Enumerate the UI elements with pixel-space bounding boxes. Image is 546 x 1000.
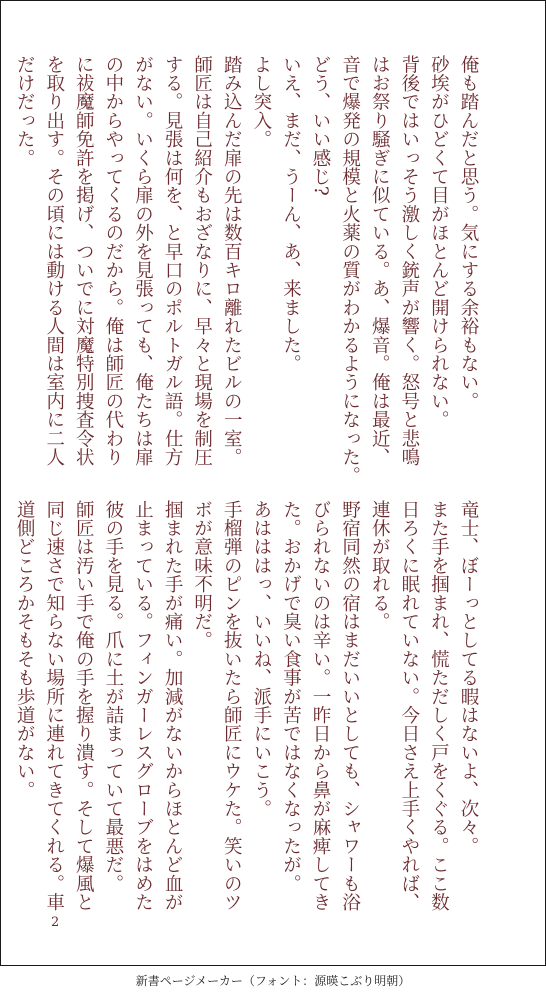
text-line: 竜士、ぼーっとしてる暇はないよ、次々。 [458,500,479,856]
text-line: を取り出す。その頃には動ける人間は室内に二人 [43,55,65,467]
page-number: 2 [51,915,60,930]
text-line: 掴まれた手が痛い。加減がないからほとんど血が [162,500,184,912]
text-line: よし突入。 [250,55,272,149]
text-line: 踏み込んだ扉の先は数百キロ離れたビルの一室。 [221,55,243,467]
footer-caption: 新書ページメーカー（フォント：源暎こぶり明朝） [135,974,411,988]
text-line: 野宿同然の宿はまだいいとしても、シャワーも浴 [339,500,361,912]
text-line: 彼の手を見る。爪に土が詰まっていて最悪だ。 [102,500,124,893]
text-line: に祓魔師免許を掲げ、ついでに対魔特別捜査令状 [73,55,95,467]
text-line: 背後ではいっそう激しく銃声が響く。怒号と悲鳴 [398,55,420,467]
text-line: 連休が取れる。 [369,500,391,631]
lower-text-block [10,500,484,918]
text-line: ボが意味不明だ。 [191,500,213,650]
text-line: 手榴弾のピンを抜いたら師匠にウケた。笑いのツ [221,500,243,912]
text-line: 同じ速さで知らない場所に連れてきてくれる。車 [43,500,65,912]
text-line: た。おかげで臭い食事が苦ではなくなったが。 [280,500,302,893]
text-line: いえ、まだ、うーん、あ、来ました。 [280,55,302,373]
text-line: する。見張は何を、と早口のポルトガル語。仕方 [162,55,184,467]
text-line: あはははっ、いいね、派手にいこう。 [250,500,272,818]
text-line: びられないのは辛い。一昨日から鼻が麻痺してき [310,500,332,912]
text-line: 俺も踏んだと思う。気にする余裕もない。 [458,55,479,411]
upper-text-block [10,55,484,486]
text-line: の中からやってくるのだから。俺は師匠の代わり [102,55,124,467]
text-line: 止まっている。フィンガーレスグローブをはめた [132,500,154,912]
text-line: 道側どころかそもそも歩道がない。 [14,500,36,800]
text-line: 師匠は汚い手で俺の手を握り潰す。そして爆風と [73,500,95,912]
text-line: 音で爆発の規模と火薬の質がわかるようになった。 [339,55,361,486]
text-line: どう、いい感じ? [310,55,332,197]
text-line: 砂埃がひどくて目がほとんど開けられない。 [428,55,450,429]
text-line: だけだった。 [14,55,36,168]
text-line: がない。いくら扉の外を見張っても、俺たちは扉 [132,55,154,467]
text-line: また手を掴まれ、慌ただしく戸をくぐる。ここ数 [428,500,450,912]
text-line: はお祭り騒ぎに似ている。あ、爆音。俺は最近、 [369,55,391,467]
text-line: 日ろくに眠れていない。今日さえ上手くやれば、 [398,500,420,912]
text-line: 師匠は自己紹介もおざなりに、早々と現場を制圧 [191,55,213,467]
